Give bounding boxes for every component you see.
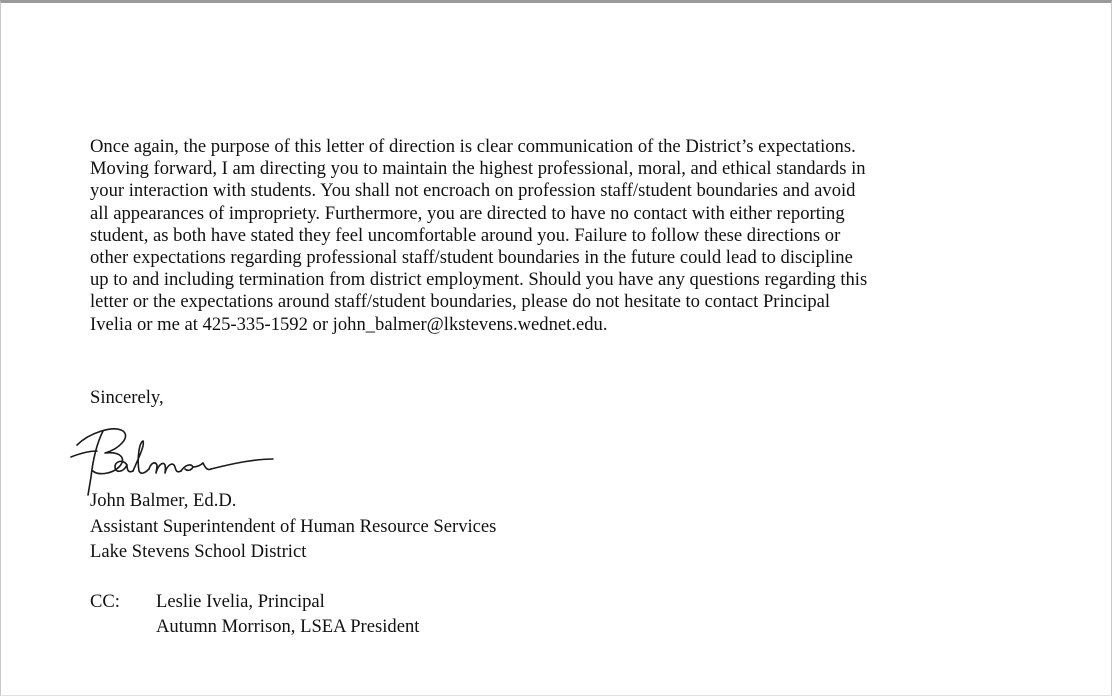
body-line: all appearances of impropriety. Furthermore, you are directed to have no contact with either reporting [90,202,845,224]
body-line: Ivelia or me at 425-335-1592 or john_balmer@lkstevens.wednet.edu. [90,313,608,335]
body-line: Once again, the purpose of this letter of direction is clear communication of the District’s expectations. [90,136,856,157]
cc-label: CC: [90,591,120,612]
signer-title: Assistant Superintendent of Human Resource Services [90,515,497,537]
body-line: other expectations regarding professional staff/student boundaries in the future could lead to discipline [90,247,853,269]
body-line: Moving forward, I am directing you to maintain the highest professional, moral, and ethical standards in [90,158,866,180]
body-line: letter or the expectations around staff/student boundaries, please do not hesitate to contact Principal [90,291,831,313]
cc-recipient-list [156,589,419,639]
body-line: student, as both have stated they feel uncomfortable around you. Failure to follow these directions or [90,224,841,246]
letter-body-paragraph [90,136,1030,336]
signer-name: John Balmer, Ed.D. [90,490,237,511]
body-line: up to and including termination from district employment. Should you have any questions regarding this [90,269,868,291]
cc-recipient: Leslie Ivelia, Principal [156,591,325,612]
body-line: your interaction with students. You shall not encroach on profession staff/student boundaries and avoid [90,180,856,202]
cc-recipient: Autumn Morrison, LSEA President [156,616,420,637]
signer-block [90,488,496,565]
signer-organization: Lake Stevens School District [90,541,307,562]
letter-closing: Sincerely, [90,387,164,408]
